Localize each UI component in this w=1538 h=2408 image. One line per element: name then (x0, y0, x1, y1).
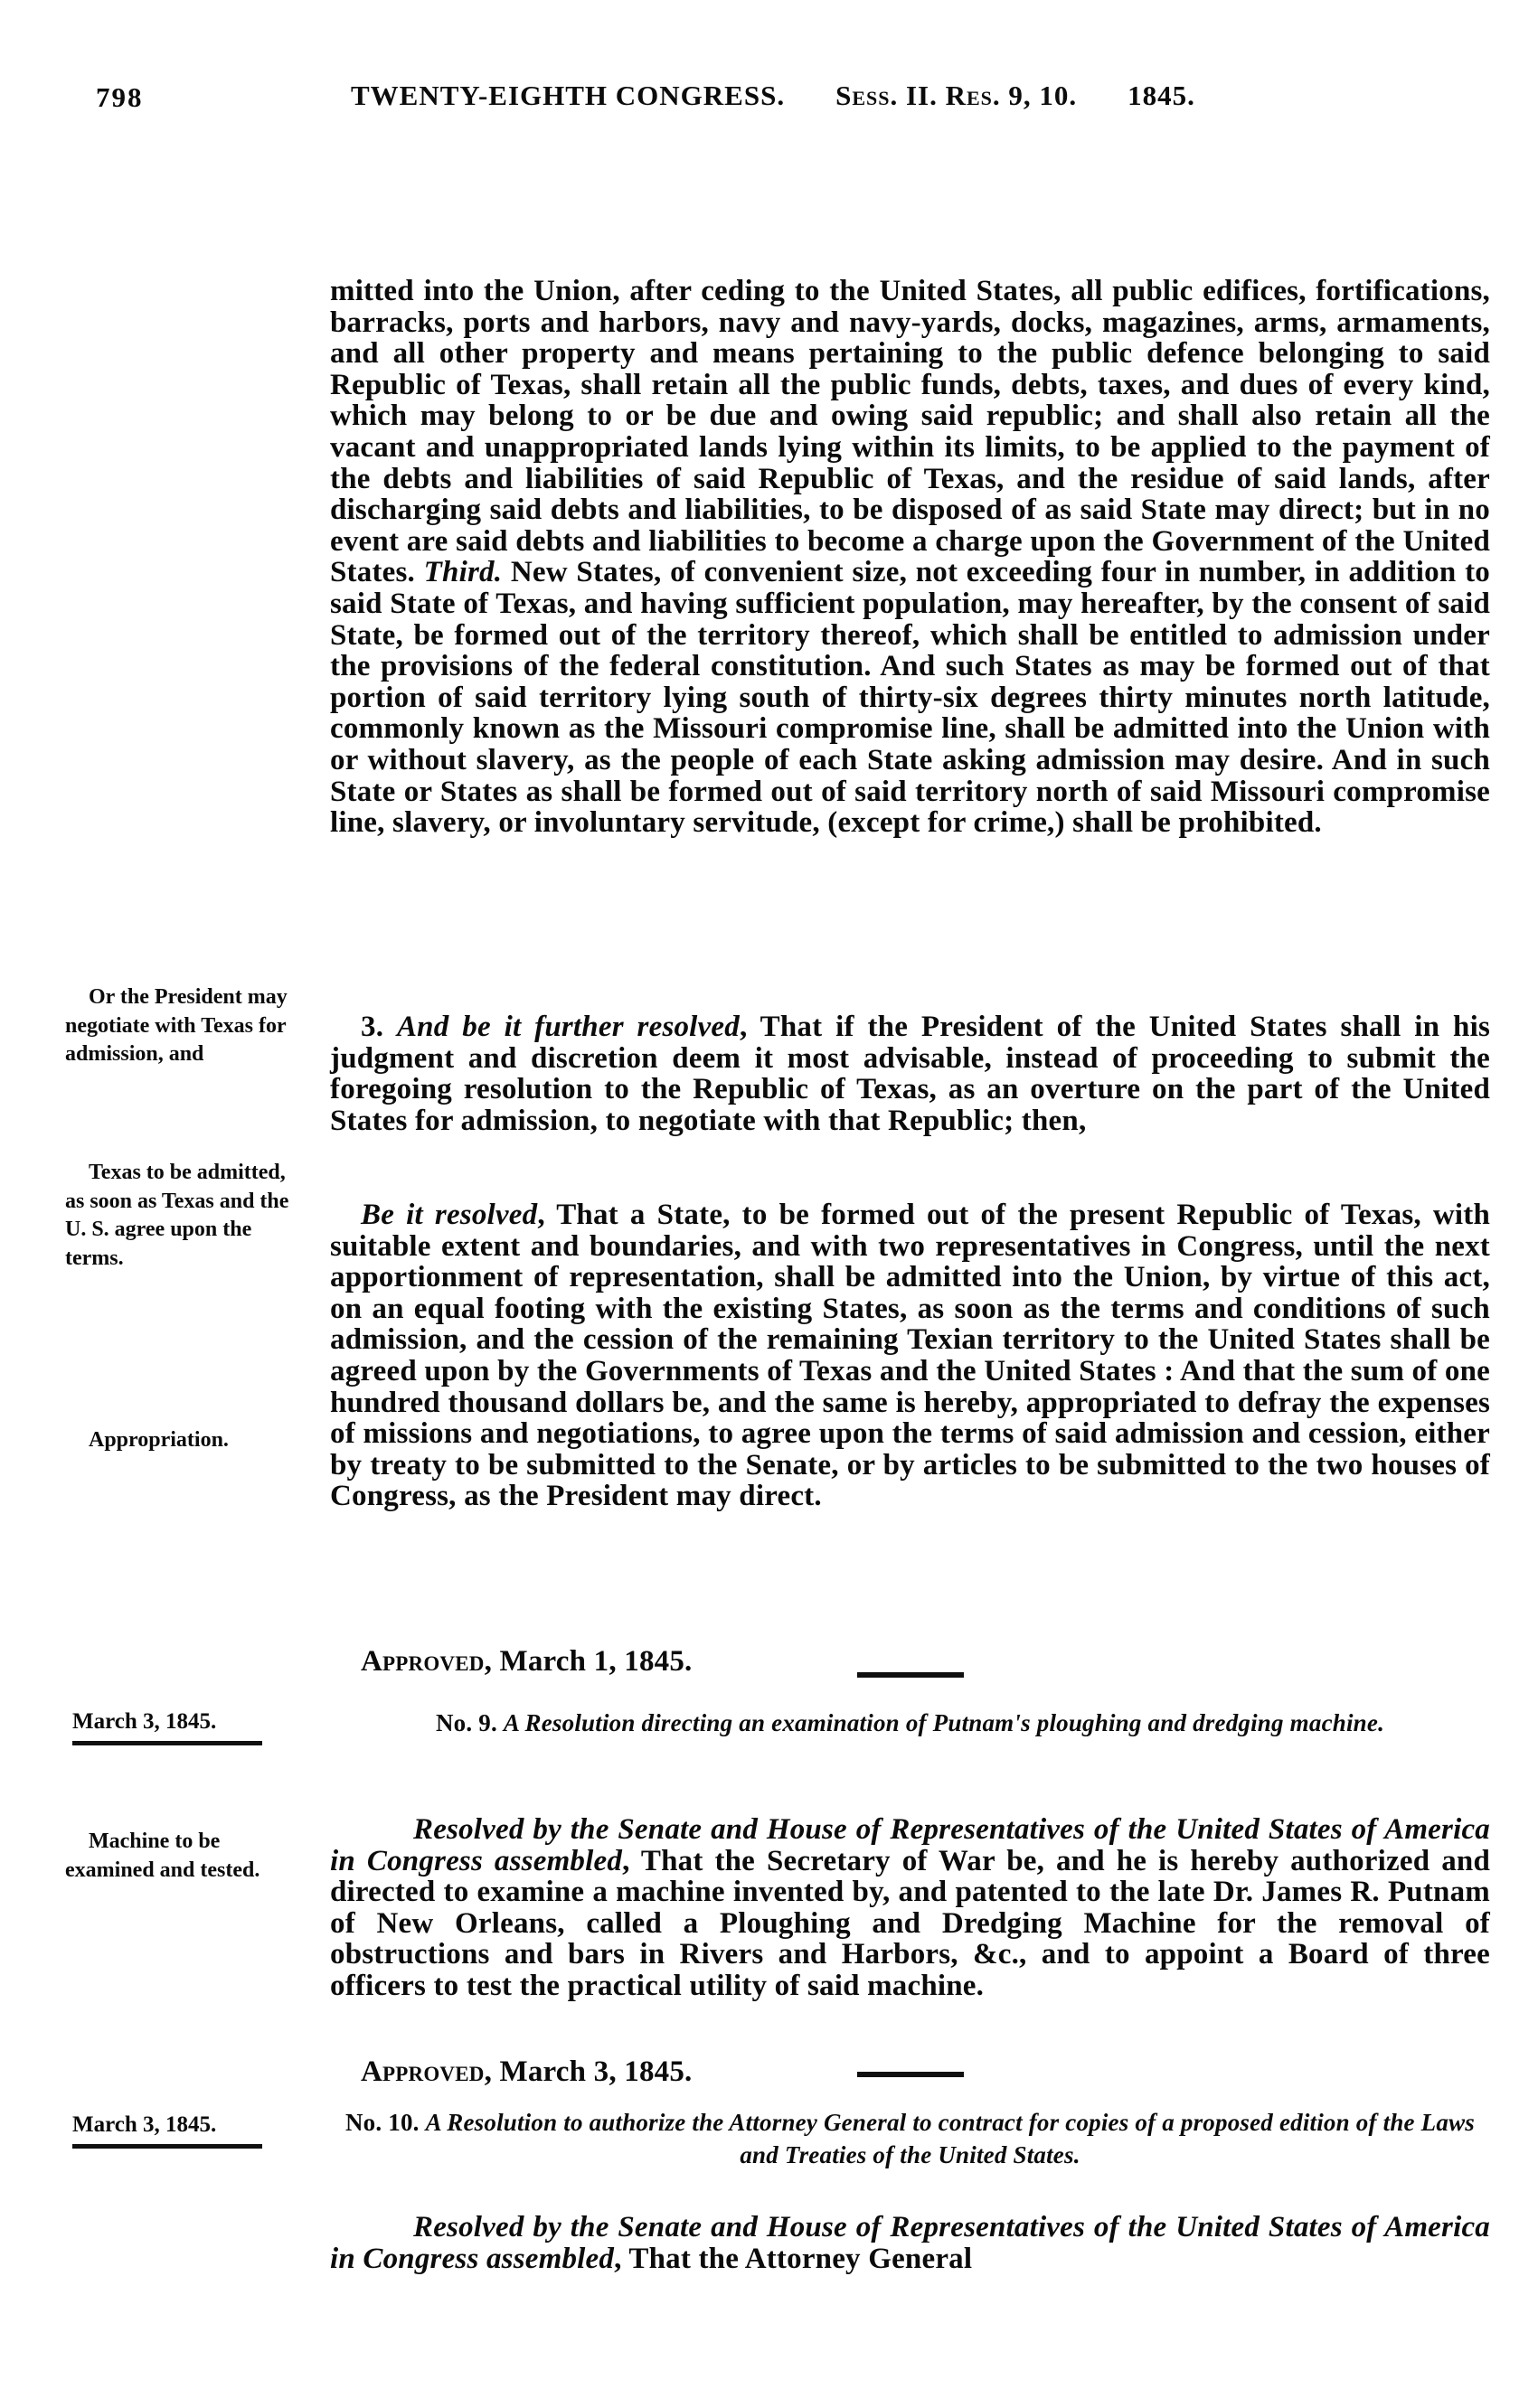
running-head-year: 1845. (1128, 80, 1195, 111)
margin-date-rule (72, 2144, 262, 2149)
texas-continuation-paragraph (330, 276, 1490, 839)
texas-section-3-number: 3. (361, 1011, 397, 1043)
margin-note-machine: Machine to be examined and tested. (65, 1830, 260, 1882)
separator-rule (857, 1672, 964, 1678)
resolution-10-number: No. 10. (344, 2109, 420, 2136)
resolution-10-title: A Resolution to authorize the Attorney General to contract for copies of a proposed edition of the Laws and Treaties of the United States. (425, 2109, 1475, 2168)
running-head-session: Sess. II. Res. 9, 10. (835, 80, 1078, 111)
texas-continuation-text-2: New States, of convenient size, not exceeding four in number, in addition to said State of Texas, and having sufficient population, may hereafter, by the consent of said State, be formed out of the territory thereof, which shall be entitled to admission under the provisions of the federal constitution. And such States as may be formed out of that portion of said territory lying south of thirty-six degrees thirty minutes north latitude, commonly known as the Missouri compromise line, shall be admitted into the Union with or without slavery, as the people of each State asking admission may desire. And in such State or States as shall be formed out of said territory north of said Missouri compromise line, slavery, or involuntary servitude, (except for crime,) shall be prohibited. (330, 556, 1490, 840)
margin-date-rule (72, 1741, 262, 1745)
texas-continuation-text-1: mitted into the Union, after ceding to the United States, all public edifices, fortifications, barracks, ports and harbors, navy and navy-yards, docks, magazines, arms, armaments, and all other property and means pertaining to the public defence belonging to said Republic of Texas, shall retain all the public funds, debts, taxes, and dues of every kind, which may belong to or be due and owing said republic; and shall also retain all the vacant and unappropriated lands lying within its limits, to be applied to the payment of the debts and liabilities of said Republic of Texas, and the residue of said lands, after discharging said debts and liabilities, to be disposed of as said State may direct; but in no event are said debts and liabilities to become a charge upon the Government of the United States. (330, 275, 1490, 589)
texas-section-3-text: , That if the President of the United States shall in his judgment and discretion deem it most advisable, instead of proceeding to submit the foregoing resolution to the Republic of Texas, as an overture on the part of the United States for admission, to negotiate with that Republic; then, (330, 1011, 1490, 1137)
separator-rule (857, 2072, 964, 2077)
margin-note-appropriation: Appropriation. (89, 1428, 229, 1452)
resolution-9-text: , That the Secretary of War be, and he is hereby authorized and directed to examine a machine invented by, and patented to the late Dr. James R. Putnam of New Orleans, called a Ploughing and Dredging Machine for the removal of obstructions and bars in Rivers and Harbors, &c., and to appoint a Board of three officers to test the practical utility of said machine. (330, 1844, 1490, 2002)
resolution-9-enacting-clause: Resolved by the Senate and House of Representatives of the United States of America in Congress assembled (330, 1813, 1490, 1877)
resolution-9-paragraph (330, 1814, 1490, 2002)
resolution-10-heading (330, 2106, 1490, 2171)
resolution-9-heading (330, 1707, 1490, 1739)
texas-section-3-paragraph (330, 1011, 1490, 1136)
texas-approved-date: , March 1, 1845. (484, 1645, 693, 1678)
running-head-congress: TWENTY-EIGHTH CONGRESS. (351, 80, 786, 111)
section-separator-1 (330, 1672, 1490, 1678)
resolution-9-approved-word: Approved (361, 2055, 485, 2088)
margin-date-resolution-10-text: March 3, 1845. (72, 2112, 217, 2137)
section-separator-2 (330, 2072, 1490, 2077)
texas-alternative-resolved-clause: Be it resolved (361, 1199, 538, 1231)
texas-approved-word: Approved (361, 1645, 485, 1678)
resolution-10-text: , That the Attorney General (614, 2242, 973, 2275)
resolution-10-paragraph (330, 2212, 1490, 2274)
texas-alternative-paragraph (330, 1199, 1490, 1512)
texas-alternative-text: , That a State, to be formed out of the present Republic of Texas, with suitable extent and boundaries, and with two representatives in Congress, until the next apportionment of representation, shall be admitted into the Union, by virtue of this act, on an equal footing with the existing States, as soon as the terms and conditions of such admission, and the cession of the remaining Texian territory to the United States shall be agreed upon by the Governments of Texas and the United States : And that the sum of one hundred thousand dollars be, and the same is hereby, appropriated to defray the expenses of missions and negotiations, to agree upon the terms of said admission and cession, either by treaty to be submitted to the Senate, or by articles to be submitted to the two houses of Congress, as the President may direct. (330, 1199, 1491, 1513)
resolution-9-number: No. 9. (435, 1709, 497, 1736)
page-number: 798 (96, 81, 144, 113)
running-head (351, 80, 1195, 112)
texas-continuation-third: Third. (423, 556, 503, 589)
resolution-9-title: A Resolution directing an examination of Putnam's ploughing and dredging machine. (503, 1709, 1385, 1736)
margin-date-resolution-9-text: March 3, 1845. (72, 1709, 217, 1734)
resolution-9-approved-date: , March 3, 1845. (484, 2055, 693, 2088)
resolution-10-enacting-clause: Resolved by the Senate and House of Representatives of the United States of America in Congress assembled (330, 2211, 1490, 2275)
margin-date-resolution-10 (72, 2112, 307, 2149)
margin-date-resolution-9 (72, 1708, 307, 1745)
margin-note-negotiate: Or the President may negotiate with Texas for admission, and (65, 985, 288, 1066)
texas-section-3-resolved-clause: And be it further resolved (396, 1011, 740, 1043)
margin-note-admitted: Texas to be admitted, as soon as Texas and the U. S. agree upon the terms. (65, 1161, 289, 1270)
